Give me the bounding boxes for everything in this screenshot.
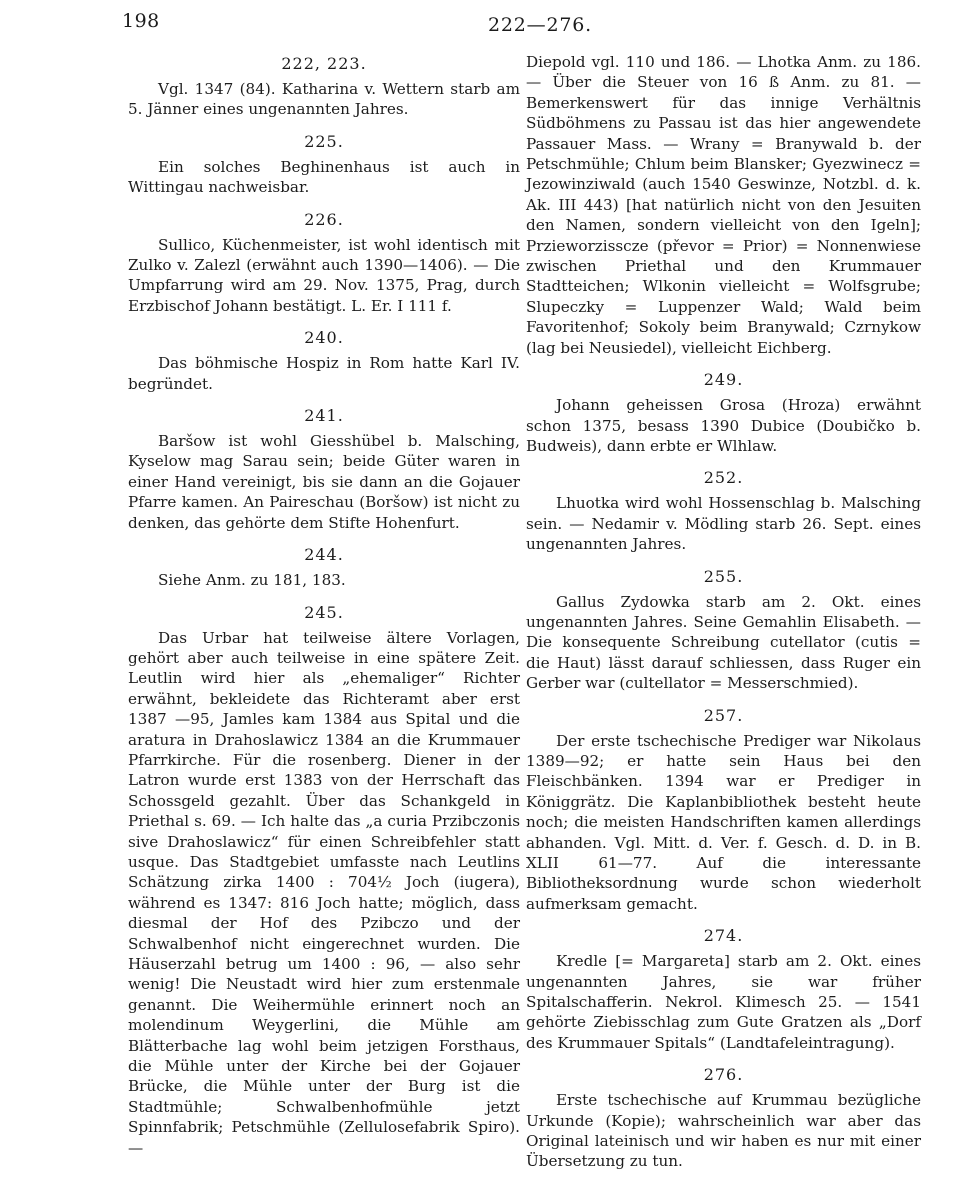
note-text: Siehe Anm. zu 181, 183. <box>158 571 346 590</box>
note <box>128 54 520 120</box>
note-text: Johann geheissen Grosa (Hroza) erwähnt schon 1375, besass 1390 Dubice (Doubičko b. Budweis), dann erbte er Wlhlaw. <box>526 396 921 455</box>
note <box>526 370 921 456</box>
right-column <box>526 52 921 1184</box>
note-number: 222, 223. <box>281 54 367 73</box>
note <box>526 926 921 1053</box>
note <box>128 210 520 317</box>
note-number: 240. <box>304 328 344 348</box>
note-text: Das Urbar hat teilweise ältere Vorlagen, gehört aber auch teilweise in eine spätere Zeit. Leutlin wird hier als „ehemaliger“ Richter erwähnt, bekleidete das Richteramt aber erst 1387 —95, Jamles kam 1384 aus Spital und die aratura in Drahoslawicz 1384 an die Krummauer Pfarrkirche. Für die rosenberg. Diener in der Latron wurde erst 1383 von der Herrschaft das Schossgeld gezahlt. Über das Schankgeld in Priethal s. 69. — Ich halte das „a curia Przibczonis sive Drahoslawicz“ für einen Schreibfehler statt usque. Das Stadtgebiet umfasste nach Leutlins Schätzung zirka 1400 : 704½ Joch (iugera), während es 1347: 816 Joch hatte; möglich, dass diesmal der Hof des Pzibczo und der Schwalbenhof nicht eingerechnet wurden. Die Häuserzahl betrug um 1400 : 96, — also sehr wenig! Die Neustadt wird hier zum erstenmale genannt. Die Weihermühle erinnert noch an molendinum Weygerlini, die Mühle am Blätterbache lag wohl beim jetzigen Forsthaus, die Mühle unter der Kirche bei der Gojauer Brücke, die Mühle unter der Burg ist die Stadtmühle; Schwalbenhofmühle jetzt Spinnfabrik; Petschmühle (Zellulosefabrik Spiro). — <box>128 628 520 1157</box>
page-number: 198 <box>122 10 160 32</box>
note <box>128 328 520 394</box>
note <box>128 406 520 533</box>
note <box>526 706 921 915</box>
note-text: Diepold vgl. 110 und 186. — Lhotka Anm. zu 186. — Über die Steuer von 16 ß Anm. zu 81. — Bemerkenswert für das innige Verhältnis Südböhmens zu Passau ist das hier angewendete Passauer Mass. — Wrany = Branywald b. der Petschmühle; Chlum beim Blansker; Gyezwinecz = Jezowinziwald (auch 1540 Geswinze, Notzbl. d. k. Ak. III 443) [hat natürlich nicht von den Jesuiten den Namen, sondern vielleicht von den Igeln]; Przieworzisscze (převor = Prior) = Nonnenwiese zwischen Priethal und den Krummauer Stadtteichen; Wlkonin vielleicht = Wolfsgrube; Slupeczky = Luppenzer Wald; Wald beim Favoritenhof; Sokoly beim Branywald; Czrnykow (lag bei Neusiedel), vielleicht Eichberg. <box>526 53 921 357</box>
note-number: 245. <box>304 602 344 622</box>
note-text: Erste tschechische auf Krummau bezügliche Urkunde (Kopie); wahrscheinlich war aber das Original lateinisch und wir haben es nur mit einer Übersetzung zu tun. <box>526 1091 921 1171</box>
note-number: 274. <box>703 926 744 946</box>
note <box>526 1065 921 1172</box>
note-number: 244. <box>304 545 344 565</box>
note-number: 249. <box>703 370 744 390</box>
note-number: 257. <box>703 705 744 725</box>
note-number: 241. <box>304 406 344 426</box>
note <box>128 545 520 590</box>
note-number: 255. <box>703 566 744 586</box>
note-text: Der erste tschechische Prediger war Nikolaus 1389—92; er hatte sein Haus bei den Fleischbänken. 1394 war er Prediger in Königgrätz. Die Kaplanbibliothek besteht heute noch; die meisten Handschriften kamen allerdings abhanden. Vgl. Mitt. d. Ver. f. Gesch. d. D. in B. XLII 61—77. Auf die interessante Bibliotheksordnung wurde schon wiederholt aufmerksam gemacht. <box>526 731 921 913</box>
note <box>128 132 520 198</box>
note-text: Lhuotka wird wohl Hossenschlag b. Malsching sein. — Nedamir v. Mödling starb 26. Sept. eines ungenannten Jahres. <box>526 494 921 554</box>
note <box>526 468 921 554</box>
note-text: Gallus Zydowka starb am 2. Okt. eines ungenannten Jahres. Seine Gemahlin Elisabeth. — Die konsequente Schreibung cutellator (cutis = die Haut) lässt darauf schliessen, dass Ruger ein Gerber war (cultellator = Messerschmied). <box>526 592 921 693</box>
note-text: Baršow ist wohl Giesshübel b. Malsching, Kyselow mag Sarau sein; beide Güter waren in einer Hand vereinigt, bis sie dann an die Gojauer Pfarre kamen. An Paireschau (Boršow) ist nicht zu denken, das gehörte dem Stifte Hohenfurt. <box>128 432 520 532</box>
note-text: Kredle [= Margareta] starb am 2. Okt. eines ungenannten Jahres, sie war früher Spitalschafferin. Nekrol. Klimesch 25. — 1541 gehörte Ziebisschlag zum Gute Gratzen als „Dorf des Krummauer Spitals“ (Landtafeleintragung). <box>526 952 921 1052</box>
note-continued <box>526 52 921 358</box>
note-text: Vgl. 1347 (84). Katharina v. Wettern starb am 5. Jänner eines ungenannten Jahres. <box>128 80 520 119</box>
note <box>128 603 520 1159</box>
running-head: 222—276. <box>488 14 592 36</box>
note-text: Das böhmische Hospiz in Rom hatte Karl IV. begründet. <box>128 354 520 393</box>
note <box>526 567 921 694</box>
note-number: 225. <box>304 131 344 151</box>
note-number: 226. <box>304 209 344 229</box>
left-column <box>128 52 520 1170</box>
note-number: 252. <box>703 468 744 488</box>
note-text: Sullico, Küchenmeister, ist wohl identisch mit Zulko v. Zalezl (erwähnt auch 1390—1406). — Die Umpfarrung wird am 29. Nov. 1375, Prag, durch Erzbischof Johann bestätigt. L. Er. I 111 f. <box>128 235 520 315</box>
note-number: 276. <box>703 1065 744 1085</box>
note-text: Ein solches Beghinenhaus ist auch in Wittingau nachweisbar. <box>128 157 520 197</box>
